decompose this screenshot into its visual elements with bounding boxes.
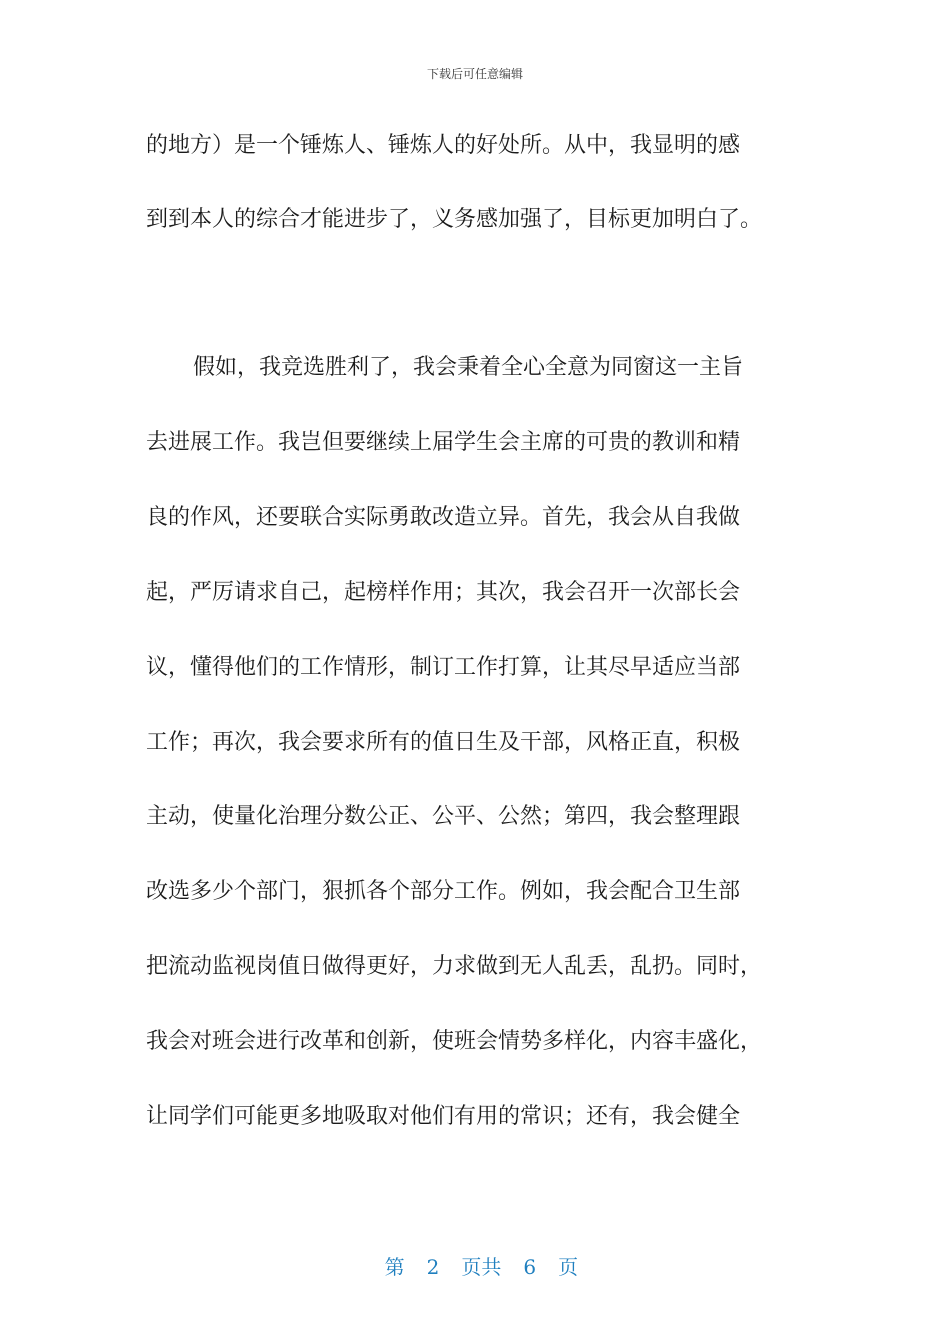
text-line: 到到本人的综合才能进步了，义务感加强了，目标更加明白了。 — [146, 207, 763, 232]
text-line: 良的作风，还要联合实际勇敢改造立异。首先，我会从自我做 — [146, 505, 741, 530]
text-line: 的地方）是一个锤炼人、锤炼人的好处所。从中，我显明的感 — [146, 133, 741, 158]
text-line: 假如，我竞选胜利了，我会秉着全心全意为同窗这一主旨 — [193, 355, 744, 380]
current-page-number: 2 — [426, 1255, 440, 1279]
footer-suffix: 页 — [558, 1255, 579, 1279]
text-line: 把流动监视岗值日做得更好，力求做到无人乱丢，乱扔。同时， — [146, 954, 763, 979]
text-line: 起，严厉请求自己，起榜样作用；其次，我会召开一次部长会 — [146, 580, 741, 605]
footer-middle: 页共 — [461, 1255, 502, 1279]
page-header: 下载后可任意编辑 — [426, 67, 523, 81]
total-pages-number: 6 — [523, 1255, 537, 1279]
footer-prefix: 第 — [384, 1255, 405, 1279]
text-line: 工作；再次，我会要求所有的值日生及干部，风格正直，积极 — [146, 730, 741, 755]
text-line: 议，懂得他们的工作情形，制订工作打算，让其尽早适应当部 — [146, 655, 741, 680]
text-line: 我会对班会进行改革和创新，使班会情势多样化，内容丰盛化， — [146, 1029, 763, 1054]
page-footer — [0, 1225, 950, 1281]
text-line: 改选多少个部门，狠抓各个部分工作。例如，我会配合卫生部 — [146, 879, 741, 904]
text-line: 让同学们可能更多地吸取对他们有用的常识；还有，我会健全 — [146, 1104, 741, 1129]
text-line: 主动，使量化治理分数公正、公平、公然；第四，我会整理跟 — [146, 804, 741, 829]
text-line: 去进展工作。我岂但要继续上届学生会主席的可贵的教训和精 — [146, 430, 741, 455]
